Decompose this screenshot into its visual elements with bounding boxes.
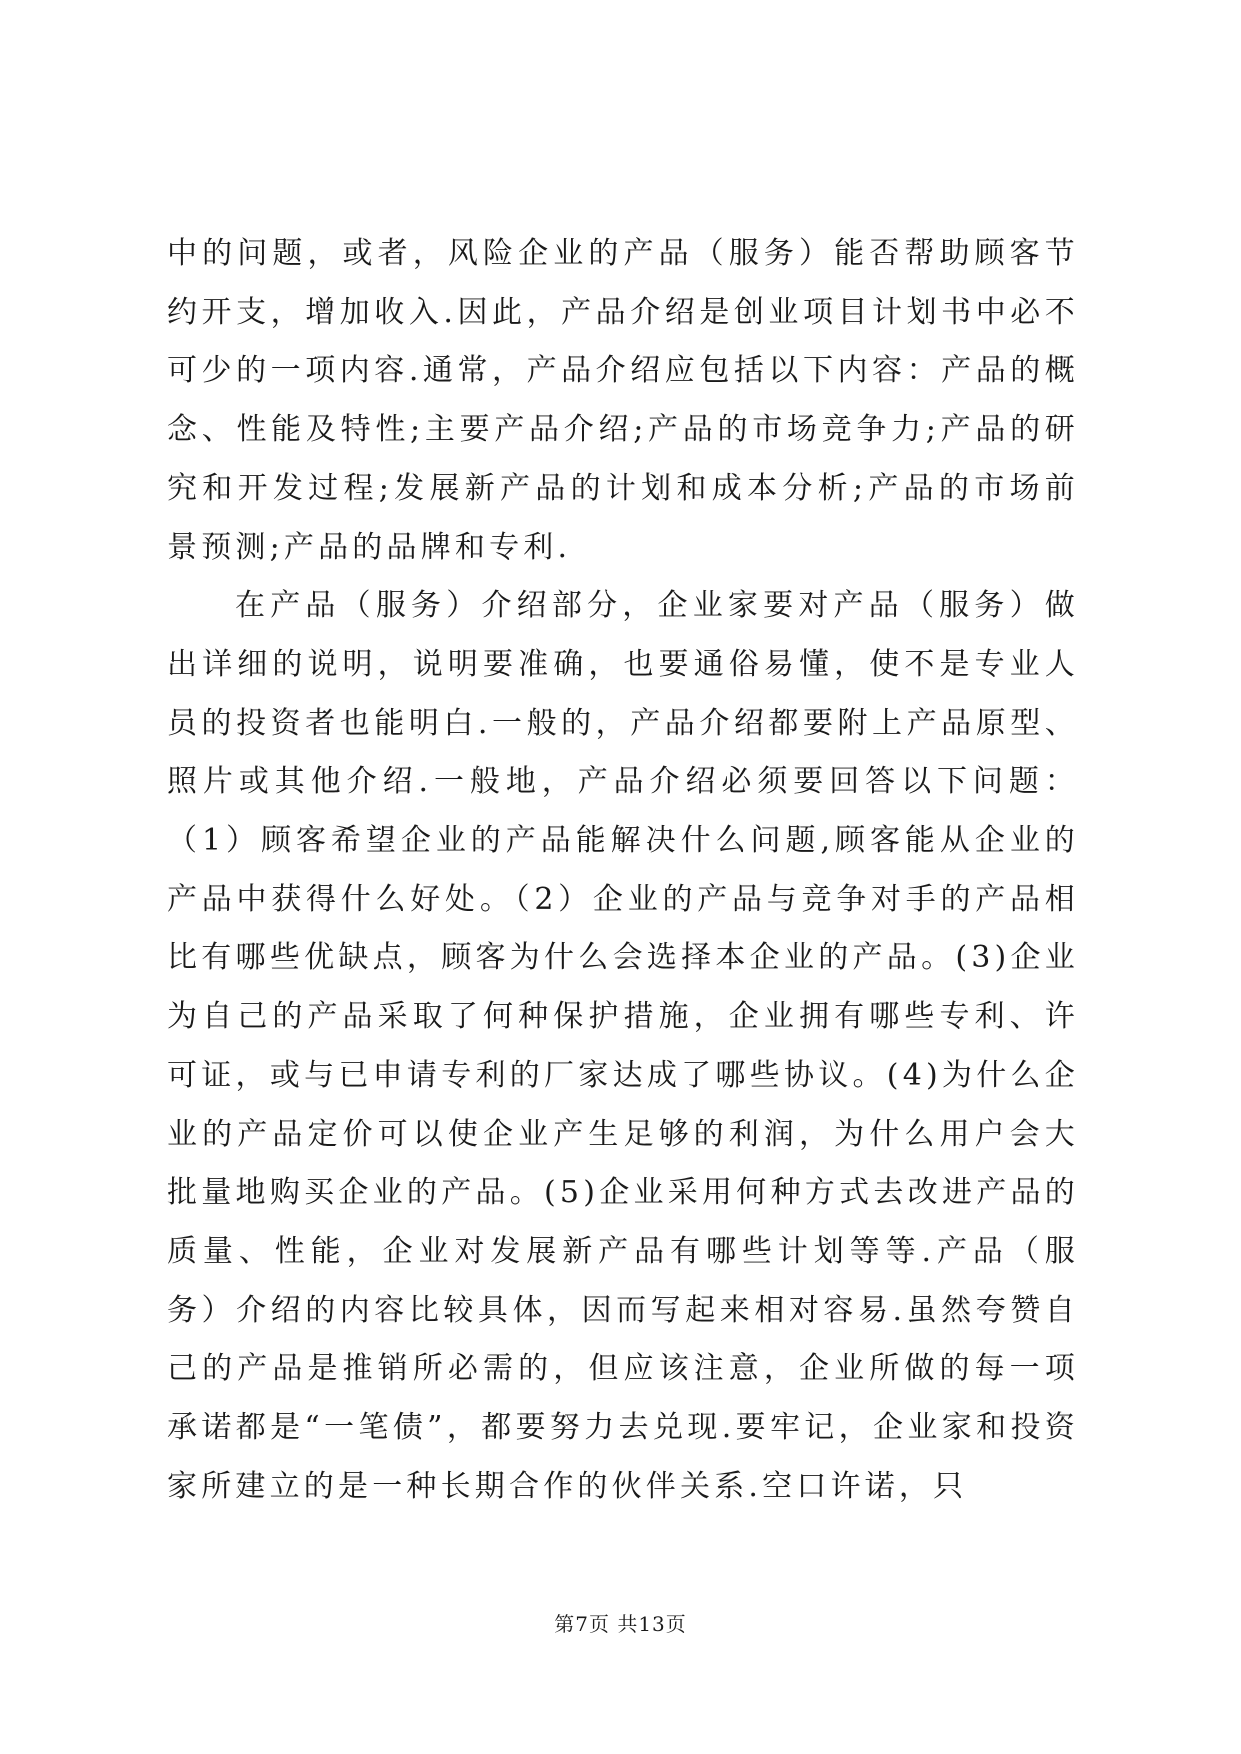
- page-footer: 第7页 共13页: [554, 1612, 687, 1636]
- document-body: [167, 225, 1079, 1516]
- paragraph-1: 中的问题，或者，风险企业的产品（服务）能否帮助顾客节约开支，增加收入.因此，产品介绍是创业项目计划书中必不可少的一项内容.通常，产品介绍应包括以下内容：产品的概念、性能及特性;主要产品介绍;产品的市场竞争力;产品的研究和开发过程;发展新产品的计划和成本分析;产品的市场前景预测;产品的品牌和专利.: [167, 236, 1079, 565]
- paragraph-2: 在产品（服务）介绍部分，企业家要对产品（服务）做出详细的说明，说明要准确，也要通俗易懂，使不是专业人员的投资者也能明白.一般的，产品介绍都要附上产品原型、照片或其他介绍.一般地，产品介绍必须要回答以下问题：（1）顾客希望企业的产品能解决什么问题,顾客能从企业的产品中获得什么好处。（2）企业的产品与竞争对手的产品相比有哪些优缺点，顾客为什么会选择本企业的产品。(3)企业为自己的产品采取了何种保护措施，企业拥有哪些专利、许可证，或与已申请专利的厂家达成了哪些协议。(4)为什么企业的产品定价可以使企业产生足够的利润，为什么用户会大批量地购买企业的产品。(5)企业采用何种方式去改进产品的质量、性能，企业对发展新产品有哪些计划等等.产品（服务）介绍的内容比较具体，因而写起来相对容易.虽然夸赞自己的产品是推销所必需的，但应该注意，企业所做的每一项承诺都是“一笔债”，都要努力去兑现.要牢记，企业家和投资家所建立的是一种长期合作的伙伴关系.空口许诺，只: [167, 588, 1079, 1504]
